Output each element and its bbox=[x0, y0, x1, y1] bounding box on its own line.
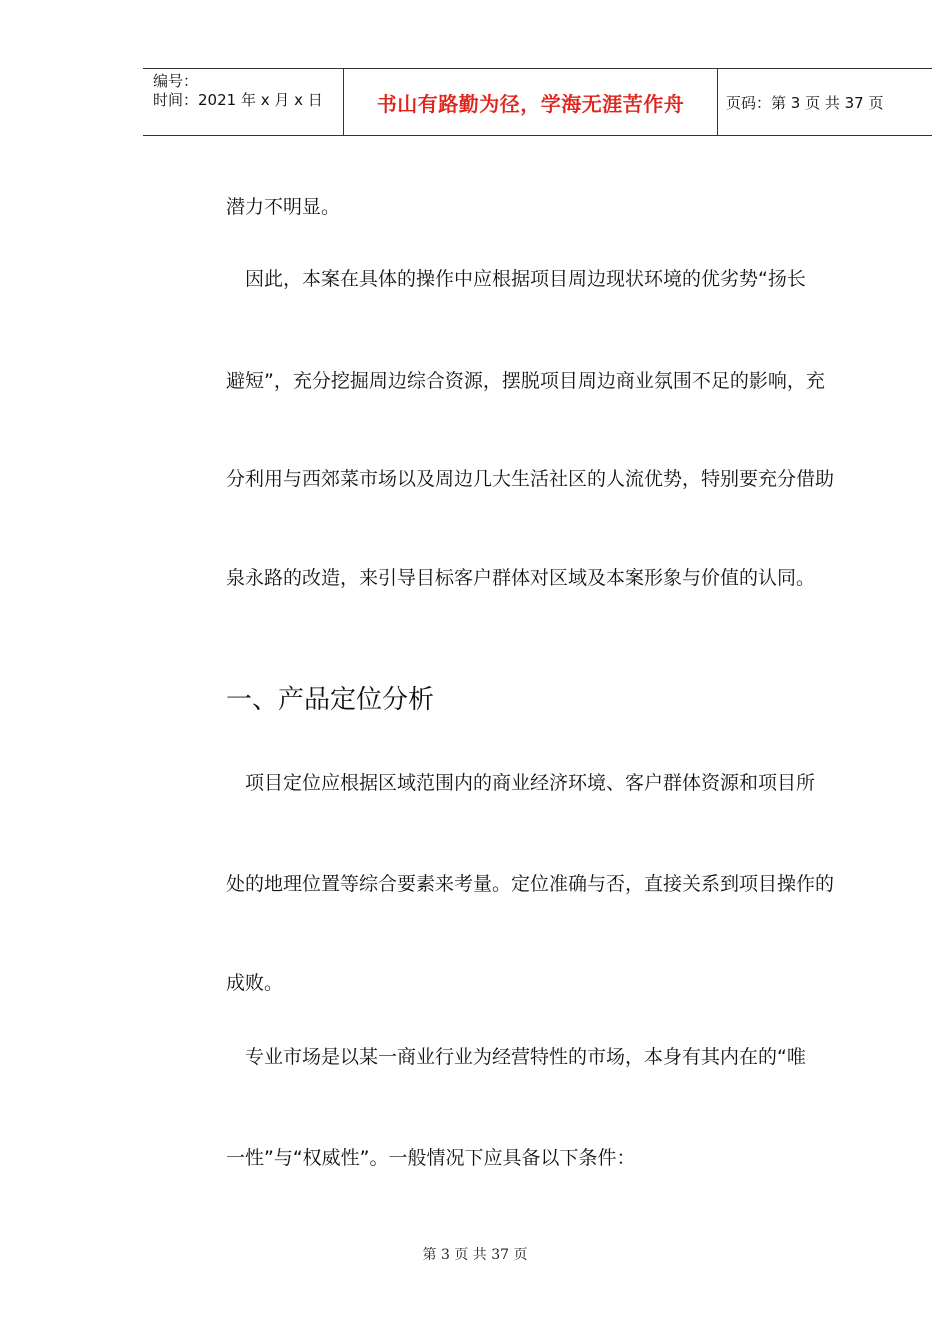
document-time-label: 时间：2021 年 x 月 x 日 bbox=[153, 91, 323, 109]
header-page-cell bbox=[718, 69, 932, 135]
header-meta-cell bbox=[143, 69, 344, 135]
document-header bbox=[143, 68, 932, 136]
header-page-info: 页码：第 3 页 共 37 页 bbox=[726, 94, 884, 112]
section-heading: 一、产品定位分析 bbox=[226, 685, 435, 715]
paragraph-line: 分利用与西郊菜市场以及周边几大生活社区的人流优势，特别要充分借助 bbox=[226, 468, 835, 490]
document-code-label: 编号： bbox=[153, 72, 199, 90]
paragraph-line: 潜力不明显。 bbox=[226, 196, 341, 218]
paragraph-line: 专业市场是以某一商业行业为经营特性的市场，本身有其内在的“唯 bbox=[226, 1046, 806, 1068]
paragraph-line: 避短”，充分挖掘周边综合资源，摆脱项目周边商业氛围不足的影响，充 bbox=[226, 370, 825, 392]
paragraph-line: 泉永路的改造，来引导目标客户群体对区域及本案形象与价值的认同。 bbox=[226, 567, 816, 589]
page-footer: 第 3 页 共 37 页 bbox=[422, 1247, 528, 1263]
paragraph-line: 一性”与“权威性”。一般情况下应具备以下条件： bbox=[226, 1147, 636, 1169]
paragraph-line: 项目定位应根据区域范围内的商业经济环境、客户群体资源和项目所 bbox=[226, 772, 816, 794]
header-motto: 书山有路勤为径，学海无涯苦作舟 bbox=[376, 92, 685, 116]
paragraph-line: 成败。 bbox=[226, 972, 284, 994]
paragraph-line: 处的地理位置等综合要素来考量。定位准确与否，直接关系到项目操作的 bbox=[226, 873, 835, 895]
paragraph-line: 因此，本案在具体的操作中应根据项目周边现状环境的优劣势“扬长 bbox=[226, 268, 806, 290]
header-motto-cell bbox=[344, 69, 718, 135]
